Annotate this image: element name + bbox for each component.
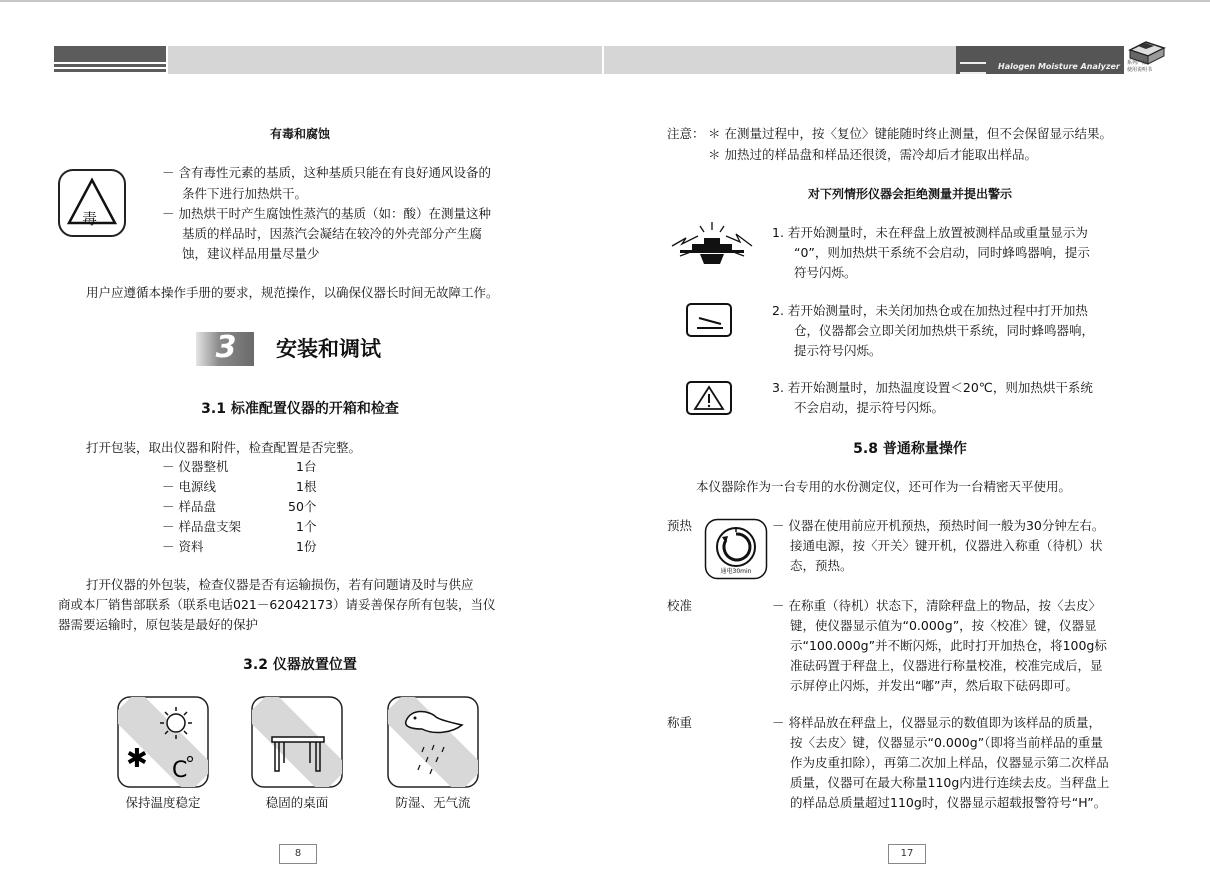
compliance-text: 用户应遵循本操作手册的要求，规范操作，以确保仪器长时间无故障工作。 [86,285,499,300]
toxic-line-2: 条件下进行加热烘干。 [182,186,308,201]
caption-humidity: 防湿、无气流 [395,795,471,810]
calibrate-line-1: － 在称重（待机）状态下，清除秤盘上的物品，按〈去皮〉 [772,598,1101,613]
top-border [0,0,1210,2]
header-stripe-left-2 [54,69,166,72]
warning-2-line-1: 2. 若开始测量时，未关闭加热仓或在加热过程中打开加热 [772,303,1088,318]
temperature-stable-icon [116,695,210,789]
preheat-line-3: 态，预热。 [790,558,853,573]
calibrate-line-2: 键，使仪器显示值为“0.000g”，按〈校准〉键，仪器显 [790,618,1097,633]
s31-intro: 打开包装，取出仪器和附件，检查配置是否完整。 [86,440,362,455]
preheat-label: 预热 [667,518,693,533]
s31-item-name-3: － 样品盘 [162,499,216,514]
calibrate-label: 校准 [667,598,693,613]
header-right-stripes [960,62,986,74]
weigh-line-4: 质量，仪器可在最大称量110g内进行连续去皮。当秤盘上 [790,775,1110,790]
caption-table: 稳固的桌面 [265,795,329,810]
section-5-8-heading: 5.8 普通称量操作 [853,441,967,457]
header-bar-right [604,46,956,74]
toxic-line-4: 基质的样品时，因蒸汽会凝结在较冷的外壳部分产生腐 [182,226,483,241]
toxic-line-1: － 含有毒性元素的基质，这种基质只能在有良好通风设备的 [162,165,491,180]
exclamation-triangle-icon [685,380,733,416]
stable-table-icon [250,695,344,789]
weigh-line-2: 按〈去皮〉键，仪器显示“0.000g”（即将当前样品的重量 [790,735,1103,750]
chapter-title: 安装和调试 [276,337,381,361]
toxic-line-5: 蚀，建议样品用量尽量少 [182,246,320,261]
s31-item-name-4: － 样品盘支架 [162,519,241,534]
s31-para-line-3: 器需要运输时，原包装是最好的保护 [58,617,259,632]
s31-para-line-2: 商或本厂销售部联系（联系电话021－62042173）请妥善保存所有包装，当仪 [58,597,496,612]
header-logo-caption-1: 系列产品 [1127,60,1148,66]
note-label: 注意： [667,126,705,141]
s31-para-line-1: 打开仪器的外包装，检查仪器是否有运输损伤，若有问题请及时与供应 [86,577,474,592]
warning-1-line-2: “0”，则加热烘干系统不会启动，同时蜂鸣器响，提示 [794,245,1090,260]
header-dark-block-left [54,46,166,62]
preheat-line-1: － 仪器在使用前应开机预热，预热时间一般为30分钟左右。 [772,518,1105,533]
calibrate-line-4: 准砝码置于秤盘上，仪器进行称量校准，校准完成后，显 [790,658,1103,673]
s31-item-name-2: － 电源线 [162,479,216,494]
warning-heading: 对下列情形仪器会拒绝测量并提出警示 [807,187,1012,201]
page-number-left: 8 [279,844,317,864]
toxic-line-3: － 加热烘干时产生腐蚀性蒸汽的基质（如：酸）在测量这种 [162,206,491,221]
preheat-line-2: 接通电源，按〈开关〉键开机，仪器进入称重（待机）状 [790,538,1103,553]
s31-item-qty-2: 1根 [296,479,317,494]
header-bar-left [168,46,602,74]
header-stripe-left-1 [54,64,166,67]
caption-temperature: 保持温度稳定 [125,795,201,810]
warning-1-line-3: 符号闪烁。 [794,265,857,280]
chamber-open-warning-icon [685,302,733,338]
weigh-label: 称重 [667,715,693,730]
warning-2-line-2: 仓，仪器都会立即关闭加热烘干系统，同时蜂鸣器响， [794,323,1095,338]
s31-item-qty-1: 1台 [296,459,317,474]
header-logo-caption-2: 使用说明书 [1127,67,1153,73]
calibrate-line-3: 示“100.000g”并不断闪烁，此时打开加热仓，将100g标 [790,638,1107,653]
s31-item-qty-5: 1份 [296,539,317,554]
section-3-2-heading: 3.2 仪器放置位置 [243,657,357,673]
warning-3-line-2: 不会启动，提示符号闪烁。 [794,400,945,415]
s31-item-name-1: － 仪器整机 [162,459,229,474]
header-brand: Halogen Moisture Analyzer [998,62,1120,71]
preheat-icon-caption: 通电30min [720,568,752,575]
weigh-line-3: 作为皮重扣除），再第二次加上样品，仪器显示第二次样品 [790,755,1109,770]
weigh-line-5: 的样品总质量超过110g时，仪器显示超载报警符号“H”。 [790,795,1107,810]
warning-1-line-1: 1. 若开始测量时，未在秤盘上放置被测样品或重量显示为 [772,225,1088,240]
calibrate-line-5: 示屏停止闪烁，并发出“嘟”声，然后取下砝码即可。 [790,678,1078,693]
toxic-title: 有毒和腐蚀 [269,127,330,141]
warning-3-line-1: 3. 若开始测量时，加热温度设置＜20℃，则加热烘干系统 [772,380,1093,395]
svg-text:C: C [172,758,188,783]
no-humidity-draft-icon [386,695,480,789]
page-number-right: 17 [888,844,926,864]
warning-2-line-3: 提示符号闪烁。 [794,343,882,358]
weigh-line-1: － 将样品放在秤盘上，仪器显示的数值即为该样品的质量， [772,715,1101,730]
chapter-number: 3 [215,330,237,365]
toxic-icon-char: 毒 [82,210,98,228]
s31-item-qty-3: 50个 [288,499,317,514]
s31-item-qty-4: 1个 [296,519,317,534]
empty-pan-warning-icon [670,220,754,270]
svg-text:✱: ✱ [126,744,148,774]
s58-intro: 本仪器除作为一台专用的水份测定仪，还可作为一台精密天平使用。 [696,479,1072,494]
note-line-2: ＊ 加热过的样品盘和样品还很烫，需冷却后才能取出样品。 [708,147,1037,162]
s31-item-name-5: － 资料 [162,539,204,554]
section-3-1-heading: 3.1 标准配置仪器的开箱和检查 [201,401,399,417]
note-line-1: ＊ 在测量过程中，按〈复位〉键能随时终止测量，但不会保留显示结果。 [708,126,1112,141]
